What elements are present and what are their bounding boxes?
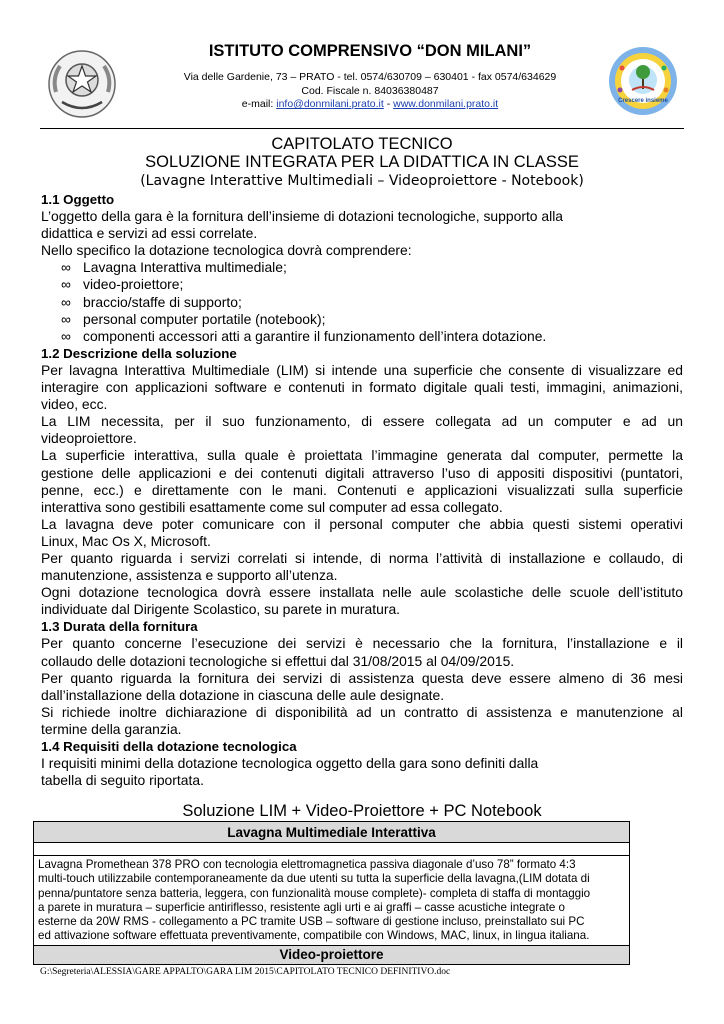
- lim-description-cell: [34, 856, 630, 946]
- bullet-glyph: ∞: [61, 259, 71, 276]
- list-item: [61, 294, 683, 311]
- section-heading: 1.3 Durata della fornitura: [41, 619, 198, 635]
- paragraph-line: gestione delle applicazioni e dei contenuti digitali attraverso l’uso di appositi dispositivi (puntatori,: [41, 464, 683, 481]
- table-row: [34, 945, 630, 964]
- paragraph-line: Per quanto concerne l’esecuzione dei servizi è necessario che la fornitura, l’installazione e il: [41, 635, 683, 652]
- table-row: [34, 856, 630, 946]
- description-line: Lavagna Promethean 378 PRO con tecnologia elettromagnetica passiva diagonale d’uso 78” formato 4:3: [38, 858, 576, 871]
- bullet-glyph: ∞: [61, 327, 71, 344]
- paragraph-line: Per quanto riguarda i servizi correlati si intende, di norma l’attività di installazione e collaudo, di: [41, 549, 683, 566]
- paragraph-line: manutenzione, assistenza e supporto all’utenza.: [41, 567, 338, 584]
- description-line: ed attivazione software effettuata preventivamente, compatibile con Windows, MAC, linux, in lingua italiana.: [38, 929, 590, 943]
- paragraph-line: interagire con applicazioni software e contenuti in formato digitale quali testi, immagini, animazioni,: [41, 379, 683, 396]
- bullet-glyph: ∞: [61, 276, 71, 293]
- italian-republic-emblem-icon: [46, 48, 118, 120]
- paragraph-line: video, ecc.: [41, 396, 108, 413]
- contact-separator: -: [383, 98, 394, 110]
- logo-text: Crescere insieme: [618, 98, 668, 104]
- paragraph-line: didattica e servizi ad essi correlate.: [41, 225, 258, 242]
- section-heading: 1.2 Descrizione della soluzione: [41, 345, 237, 361]
- paragraph-line: tabella di seguito riportata.: [41, 772, 204, 789]
- paragraph-line: Per lavagna Interattiva Multimediale (LIM) si intende una superficie che consente di visualizzare ed: [41, 361, 683, 378]
- list-item-text: video-proiettore;: [83, 276, 184, 293]
- document-title: CAPITOLATO TECNICO: [271, 135, 453, 153]
- list-item-text: Lavagna Interattiva multimediale;: [83, 259, 287, 276]
- list-item-text: braccio/staffe di supporto;: [83, 293, 242, 310]
- document-subtitle-detail: (Lavagne Interattive Multimediali – Videoproiettore - Notebook): [140, 173, 584, 189]
- table-header-lim: Lavagna Multimediale Interattiva: [34, 822, 630, 843]
- list-item-text: personal computer portatile (notebook);: [83, 310, 326, 327]
- description-line: multi-touch utilizzabile contemporaneamente da due utenti su tutta la superficie della lavagna,(LIM dotata di: [38, 872, 590, 886]
- description-line: penna/puntatore senza batteria, leggera, con funzionalità mouse complete)- completa di staffa di montaggio: [38, 886, 591, 900]
- paragraph-line: videoproiettore.: [41, 430, 137, 447]
- list-item: [61, 276, 683, 293]
- document-body: [41, 191, 683, 789]
- email-link[interactable]: info@donmilani.prato.it: [276, 98, 384, 110]
- description-line: esterne da 20W RMS - collegamento a PC tramite USB – software di gestione incluso, preinstallato sui PC: [38, 915, 585, 929]
- paragraph-line: La superficie interattiva, sulla quale è proiettata l’immagine generata dal computer, permette la: [41, 447, 683, 464]
- paragraph-line: Ogni dotazione tecnologica dovrà essere installata nelle aule scolastiche delle scuole dell’istituto: [41, 584, 683, 601]
- section-heading: 1.1 Oggetto: [41, 192, 115, 207]
- paragraph-line: collaudo delle dotazioni tecnologiche si effettui dal 31/08/2015 al 04/09/2015.: [41, 652, 515, 669]
- list-item: [61, 311, 683, 328]
- address-line: Via delle Gardenie, 73 – PRATO - tel. 0574/630709 – 630401 - fax 0574/634629: [183, 71, 557, 83]
- paragraph-line: Per quanto riguarda la fornitura dei servizi di assistenza questa deve essere almeno di 36 mesi: [41, 669, 683, 686]
- paragraph-line: L’oggetto della gara è la fornitura dell’insieme di dotazioni tecnologiche, supporto alla: [41, 208, 564, 225]
- paragraph-line: Linux, Mac Os X, Microsoft.: [41, 532, 211, 549]
- solution-title: Soluzione LIM + Video-Proiettore + PC Notebook: [182, 802, 542, 820]
- bullet-glyph: ∞: [61, 310, 71, 327]
- table-row: [34, 843, 630, 856]
- table-spacer-cell: [34, 843, 630, 856]
- institute-name: ISTITUTO COMPRENSIVO “DON MILANI”: [208, 42, 532, 60]
- paragraph-line: La lavagna deve poter comunicare con il personal computer che abbia questi sistemi operativi: [41, 515, 683, 532]
- document-subtitle: SOLUZIONE INTEGRATA PER LA DIDATTICA IN CLASSE: [145, 153, 579, 171]
- header-rule: [40, 128, 684, 129]
- description-line: a parete in muratura – superficie antiriflesso, resistente agli urti e ai graffi – casse acustiche integrate o: [38, 900, 565, 914]
- table-header-projector: Video-proiettore: [34, 945, 630, 964]
- institute-contacts: [120, 71, 620, 112]
- bullet-glyph: ∞: [61, 293, 71, 310]
- paragraph-line: I requisiti minimi della dotazione tecnologica oggetto della gara sono definiti dalla: [41, 755, 539, 772]
- paragraph-line: interattiva sono gestibili esattamente come sul computer ad essa collegato.: [41, 498, 503, 515]
- paragraph-line: termine della garanzia.: [41, 720, 182, 737]
- paragraph-line: individuate dal Dirigente Scolastico, su parete in muratura.: [41, 601, 401, 618]
- paragraph-line: Si richiede inoltre dichiarazione di disponibilità ad un contratto di assistenza e manutenzione al: [41, 703, 683, 720]
- contact-line: [120, 98, 620, 112]
- email-label: e-mail:: [241, 98, 277, 110]
- paragraph-line: La LIM necessita, per il suo funzionamento, di essere collegata ad un computer e ad un: [41, 413, 683, 430]
- equipment-list: [41, 259, 683, 344]
- requirements-table: [33, 821, 630, 965]
- fiscal-code: Cod. Fiscale n. 84036380487: [301, 84, 439, 97]
- paragraph-line: Nello specifico la dotazione tecnologica dovrà comprendere:: [41, 242, 412, 259]
- paragraph-line: dall’installazione della dotazione in ciascuna delle aule designate.: [41, 686, 445, 703]
- crescere-insieme-school-logo-icon: [606, 44, 680, 118]
- footer-file-path: G:\Segreteria\ALESSIA\GARE APPALTO\GARA LIM 2015\CAPITOLATO TECNICO DEFINITIVO.doc: [40, 967, 451, 977]
- paragraph-line: penne, ecc.) e direttamente con le mani. Contenuti e applicazioni visualizzati sulla superficie: [41, 481, 683, 498]
- list-item: [61, 328, 683, 345]
- list-item: [61, 259, 683, 276]
- table-row: [34, 822, 630, 843]
- list-item-text: componenti accessori atti a garantire il funzionamento dell’intera dotazione.: [83, 327, 547, 344]
- section-heading: 1.4 Requisiti della dotazione tecnologica: [41, 739, 297, 754]
- website-link[interactable]: www.donmilani.prato.it: [393, 98, 499, 110]
